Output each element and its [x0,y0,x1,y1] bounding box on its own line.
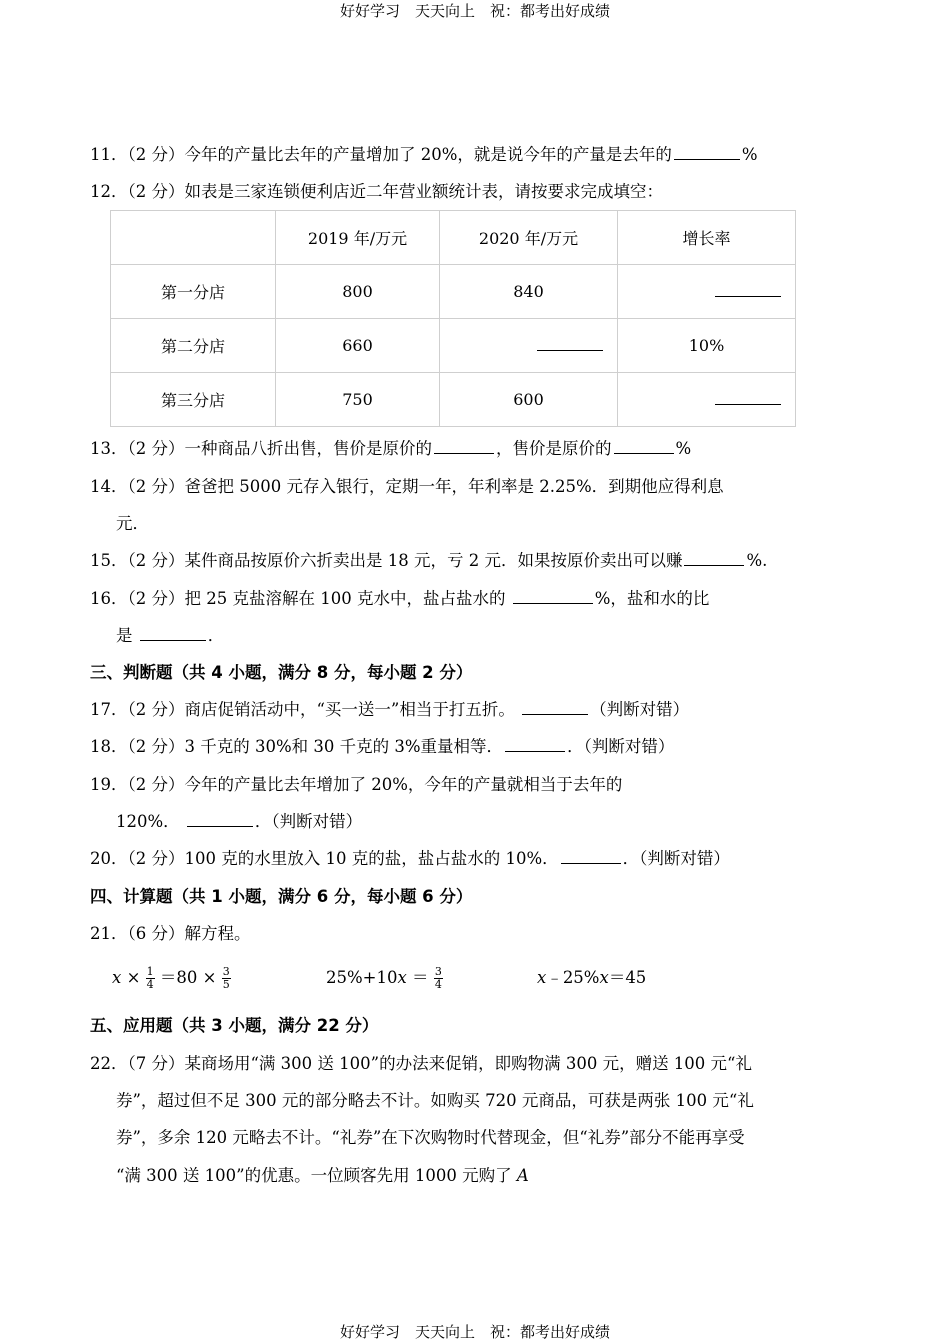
question-21: 21．（6 分）解方程。 [90,924,251,943]
question-19: 19．（2 分）今年的产量比去年增加了 20%，今年的产量就相当于去年的 [90,775,623,794]
equation-2: 25%+10x ＝ $\frac{3}{4}$ [326,965,442,991]
section-5-title: 五、应用题（共 3 小题，满分 22 分） [90,1016,379,1035]
answer-blank[interactable] [505,736,565,752]
answer-blank[interactable] [187,811,253,827]
question-15: 15．（2 分）某件商品按原价六折卖出是 18 元，亏 2 元．如果按原价卖出可以赚 %. [90,551,768,570]
question-22-cont: 券”，超过但不足 300 元的部分略去不计。如购买 720 元商品，可获是两张 100 元“礼 [116,1091,754,1110]
answer-blank[interactable] [537,340,603,351]
answer-blank[interactable] [614,438,674,454]
table-cell [440,319,618,373]
answer-blank[interactable] [715,286,781,297]
table-cell: 10% [618,319,796,373]
table-cell: 600 [440,373,618,427]
table-row [111,373,796,427]
answer-blank[interactable] [674,144,740,160]
question-14-cont: 元． [116,514,149,533]
answer-blank[interactable] [513,588,593,604]
table-row [111,265,796,319]
table-cell [618,373,796,427]
question-13: 13．（2 分）一种商品八折出售，售价是原价的 ，售价是原价的 % [90,439,692,458]
table-header-cell: 2020 年/万元 [440,211,618,265]
answer-blank[interactable] [684,550,744,566]
question-22: 22．（7 分）某商场用“满 300 送 100”的办法来促销，即购物满 300 元，赠送 100 元“礼 [90,1054,752,1073]
table-row [111,319,796,373]
question-11: 11．（2 分）今年的产量比去年的产量增加了 20%，就是说今年的产量是去年的 % [90,145,758,164]
question-22-cont: 券”，多余 120 元略去不计。“礼券”在下次购物时代替现金，但“礼券”部分不能再享受 [116,1128,745,1147]
question-19-cont: 120%． ．（判断对错） [116,812,363,831]
section-3-title: 三、判断题（共 4 小题，满分 8 分，每小题 2 分） [90,663,473,682]
table-cell: 660 [276,319,440,373]
page-footer: 好好学习 天天向上 祝：都考出好成绩 [339,1323,610,1341]
equation-1: x × $\frac{1}{4}$ ＝80 × $\frac{3}{5}$ [112,965,230,991]
table-cell: 840 [440,265,618,319]
page-header: 好好学习 天天向上 祝：都考出好成绩 [339,2,610,20]
table-cell: 第二分店 [111,319,276,373]
question-16-cont: 是 ． [116,626,225,645]
table-cell: 750 [276,373,440,427]
answer-blank[interactable] [434,438,494,454]
answer-blank[interactable] [522,699,588,715]
question-17: 17．（2 分）商店促销活动中，“买一送一”相当于打五折。 （判断对错） [90,700,690,719]
equation-3: x﹣25%x＝45 [537,968,647,987]
table-cell [618,265,796,319]
answer-blank[interactable] [140,625,206,641]
table-header-row [111,211,796,265]
question-16: 16．（2 分）把 25 克盐溶解在 100 克水中，盐占盐水的 %，盐和水的比 [90,589,710,608]
sales-table [110,210,796,427]
fraction: $\frac{1}{4}$ [146,965,154,991]
table-header-cell: 2019 年/万元 [276,211,440,265]
table-cell: 第一分店 [111,265,276,319]
question-22-cont: “满 300 送 100”的优惠。一位顾客先用 1000 元购了 A [116,1166,529,1185]
fraction: $\frac{3}{5}$ [222,965,230,991]
table-cell: 800 [276,265,440,319]
question-14: 14．（2 分）爸爸把 5000 元存入银行，定期一年，年利率是 2.25%．到期他应得利息 [90,477,724,496]
question-20: 20．（2 分）100 克的水里放入 10 克的盐，盐占盐水的 10%． ．（判断对错） [90,849,730,868]
answer-blank[interactable] [561,848,621,864]
question-12: 12．（2 分）如表是三家连锁便利店近二年营业额统计表，请按要求完成填空： [90,182,663,201]
table-cell: 第三分店 [111,373,276,427]
question-18: 18．（2 分）3 千克的 30%和 30 千克的 3%重量相等． ．（判断对错） [90,737,675,756]
table-header-cell: 增长率 [618,211,796,265]
table-header-cell [111,211,276,265]
answer-blank[interactable] [715,394,781,405]
fraction: $\frac{3}{4}$ [434,965,442,991]
section-4-title: 四、计算题（共 1 小题，满分 6 分，每小题 6 分） [90,887,473,906]
